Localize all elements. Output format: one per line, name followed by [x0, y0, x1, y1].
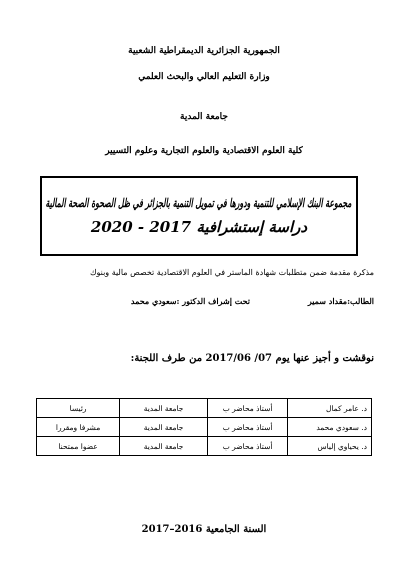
title-box: [40, 176, 358, 256]
table-row: [37, 418, 372, 437]
supervisor-name: تحت إشراف الدكتور :سعودي محمد: [130, 296, 250, 306]
jury-member-rank: أستاذ محاضر ب: [207, 418, 287, 437]
faculty-header: كلية العلوم الاقتصادية والعلوم التجارية وعلوم التسيير: [105, 146, 303, 156]
memo-description: مذكرة مقدمة ضمن متطلبات شهادة الماستر في العلوم الاقتصادية تخصص مالية وبنوك: [89, 268, 374, 277]
university-header: جامعة المدية: [180, 112, 228, 122]
jury-member-role: عضوا ممتحنا: [37, 437, 120, 456]
academic-year: السنة الجامعية 2016–2017: [141, 524, 267, 535]
thesis-title: مجموعة البنك الإسلامي للتنمية ودورها في تمويل التنمية بالجزائر في ظل الصحوة الصحة المالية: [45, 196, 353, 210]
ministry-header: وزارة التعليم العالي والبحث العلمي: [138, 72, 270, 82]
jury-member-university: جامعة المدية: [120, 437, 208, 456]
jury-member-rank: أستاذ محاضر ب: [207, 437, 287, 456]
jury-member-rank: أستاذ محاضر ب: [207, 399, 287, 418]
student-name: الطالب:مقداد سمير: [307, 296, 374, 306]
jury-member-name: د. سعودي محمد: [288, 418, 372, 437]
defense-statement: نوقشت و أجيز عنها يوم 07/ 2017/06 من طرف اللجنة:: [130, 353, 374, 364]
republic-header: الجمهورية الجزائرية الديمقراطية الشعبية: [128, 46, 280, 56]
jury-member-name: د. يحياوي إلياس: [288, 437, 372, 456]
table-row: [37, 437, 372, 456]
jury-member-role: مشرفا ومقررا: [37, 418, 120, 437]
jury-member-university: جامعة المدية: [120, 418, 208, 437]
jury-member-university: جامعة المدية: [120, 399, 208, 418]
jury-table: [36, 398, 372, 456]
jury-member-name: د. عامر كمال: [288, 399, 372, 418]
table-row: [37, 399, 372, 418]
jury-member-role: رئيسا: [37, 399, 120, 418]
thesis-subtitle: دراسة إستشرافية 2017 - 2020: [90, 218, 308, 236]
